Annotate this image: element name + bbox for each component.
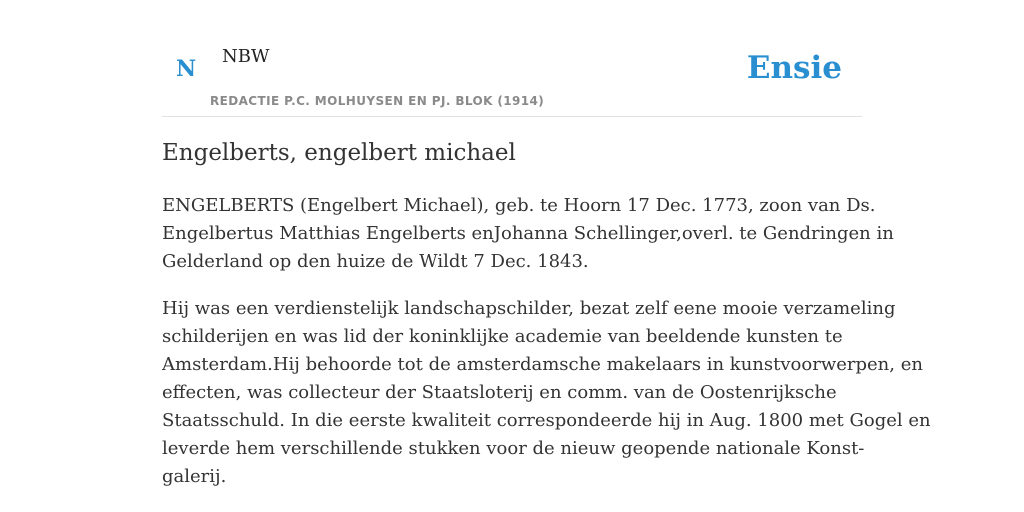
page-title: Engelberts, engelbert michael — [162, 140, 516, 166]
paragraph-line: effecten, was collecteur der Staatsloterij en comm. van de Oostenrijksche — [162, 382, 837, 403]
paragraph-line: Hij was een verdienstelijk landschapschilder, bezat zelf eene mooie verzameling — [162, 298, 896, 319]
article-paragraph-1 — [162, 192, 894, 276]
paragraph-line: Amsterdam.Hij behoorde tot de amsterdamsche makelaars in kunstvoorwerpen, en — [162, 354, 923, 375]
paragraph-line: schilderijen en was lid der koninklijke academie van beeldende kunsten te — [162, 326, 843, 347]
article-page — [162, 0, 931, 512]
paragraph-line: galerij. — [162, 466, 227, 487]
paragraph-line: ENGELBERTS (Engelbert Michael), geb. te Hoorn 17 Dec. 1773, zoon van Ds. — [162, 195, 876, 216]
paragraph-line: Staatsschuld. In die eerste kwaliteit correspondeerde hij in Aug. 1800 met Gogel en — [162, 410, 931, 431]
article-paragraph-2 — [162, 295, 931, 491]
source-logo[interactable]: N — [176, 56, 197, 82]
source-editors: REDACTIE P.C. MOLHUYSEN EN PJ. BLOK (1914) — [210, 94, 545, 108]
source-header — [162, 0, 862, 117]
source-name[interactable]: NBW — [222, 46, 270, 67]
ensie-logo-link[interactable]: Ensie — [746, 50, 842, 86]
paragraph-line: leverde hem verschillende stukken voor de nieuw geopende nationale Konst- — [162, 438, 865, 459]
paragraph-line: Gelderland op den huize de Wildt 7 Dec. 1843. — [162, 251, 589, 272]
paragraph-line: Engelbertus Matthias Engelberts enJohanna Schellinger,overl. te Gendringen in — [162, 223, 894, 244]
